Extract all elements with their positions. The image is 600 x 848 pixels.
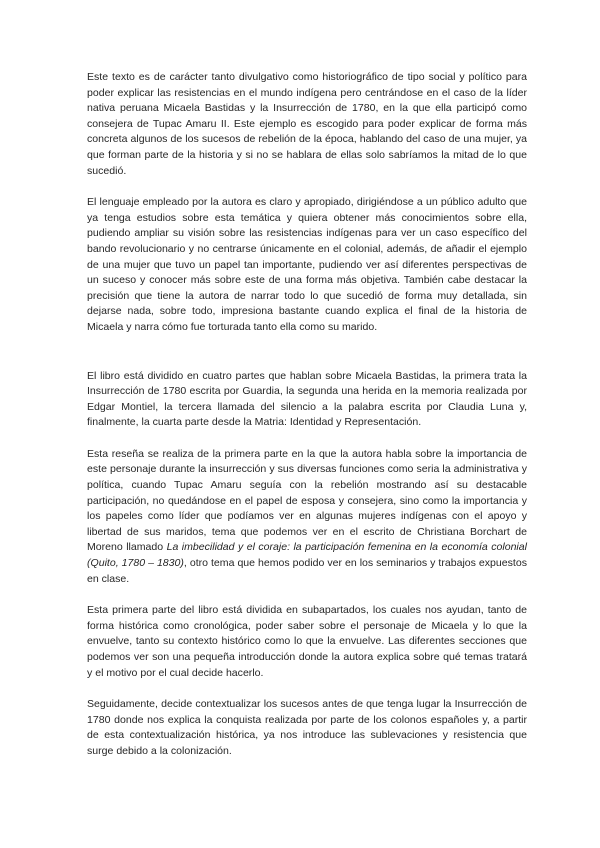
paragraph-language: El lenguaje empleado por la autora es claro y apropiado, dirigiéndose a un público adulto que ya tenga estudios sobre esta temática y quiera obtener más conocimientos sobre ella, pudiendo ampliar su visión sobre las resistencias indígenas para ver un caso específico del bando revolucionario y no centrarse únicamente en el colonial, además, de añadir el ejemplo de una mujer que tuvo un papel tan importante, pudiendo ver así diferentes perspectivas de un suceso y conocer más sobre este de una forma más objetiva. También cabe destacar la precisión que tiene la autora de narrar todo lo que sucedió de forma muy detallada, sin dejarse nada, sobre todo, impresiona bastante cuando explica el final de la historia de Micaela y narra cómo fue torturada tanto ella como su marido. bbox=[87, 196, 527, 333]
cited-work-title: La imbecilidad y el coraje: la participación femenina en la economía colonial (Quito, 1780 – 1830) bbox=[87, 541, 527, 570]
paragraph-subsections: Esta primera parte del libro está dividida en subapartados, los cuales nos ayudan, tanto de forma histórica como cronológica, poder saber sobre el personaje de Micaela y lo que la envuelve, tanto su contexto histórico como lo que la envuelve. Las diferentes secciones que podemos ver son una pequeña introducción donde la autora explica sobre qué temas tratará y el motivo por el cual decide hacerlo. bbox=[87, 604, 527, 679]
review-scope-text-before: Esta reseña se realiza de la primera parte en la que la autora habla sobre la importancia de este personaje durante la insurrección y sus diversas funciones como seria la administrativa y política, cuando Tupac Amaru seguía con la rebelión mostrando así su destacable participación, no quedándose en el papel de esposa y consejera, sino como la importancia y los papeles como líder que podíamos ver en algunas mujeres indígenas con el apoyo y libertad de sus maridos, tema que podemos ver en el escrito de Christiana Borchart de Moreno llamado bbox=[87, 447, 527, 554]
paragraph-review-scope bbox=[87, 447, 527, 587]
document-page bbox=[87, 70, 527, 760]
paragraph-context: Seguidamente, decide contextualizar los sucesos antes de que tenga lugar la Insurrección de 1780 donde nos explica la conquista realizada por parte de los colonos españoles y, a partir de esta contextualización histórica, ya nos introduce las sublevaciones y resistencia que surge debido a la colonización. bbox=[87, 698, 527, 757]
paragraph-introduction: Este texto es de carácter tanto divulgativo como historiográfico de tipo social y político para poder explicar las resistencias en el mundo indígena pero centrándose en el caso de la líder nativa peruana Micaela Bastidas y la Insurrección de 1780, en la que ella participó como consejera de Tupac Amaru II. Este ejemplo es escogido para poder explicar de forma más concreta algunos de los sucesos de rebelión de la época, hablando del caso de una mujer, ya que forman parte de la historia y si no se hablara de ellas solo sabríamos la mitad de lo que sucedió. bbox=[87, 71, 527, 177]
paragraph-book-structure: El libro está dividido en cuatro partes que hablan sobre Micaela Bastidas, la primera trata la Insurrección de 1780 escrita por Guardia, la segunda una herida en la memoria realizada por Edgar Montiel, la tercera llamada del silencio a la palabra escrita por Claudia Luna y, finalmente, la cuarta parte desde la Matria: Identidad y Representación. bbox=[87, 369, 527, 429]
review-scope-text-after: , otro tema que hemos podido ver en los seminarios y trabajos expuestos en clase. bbox=[87, 557, 527, 585]
